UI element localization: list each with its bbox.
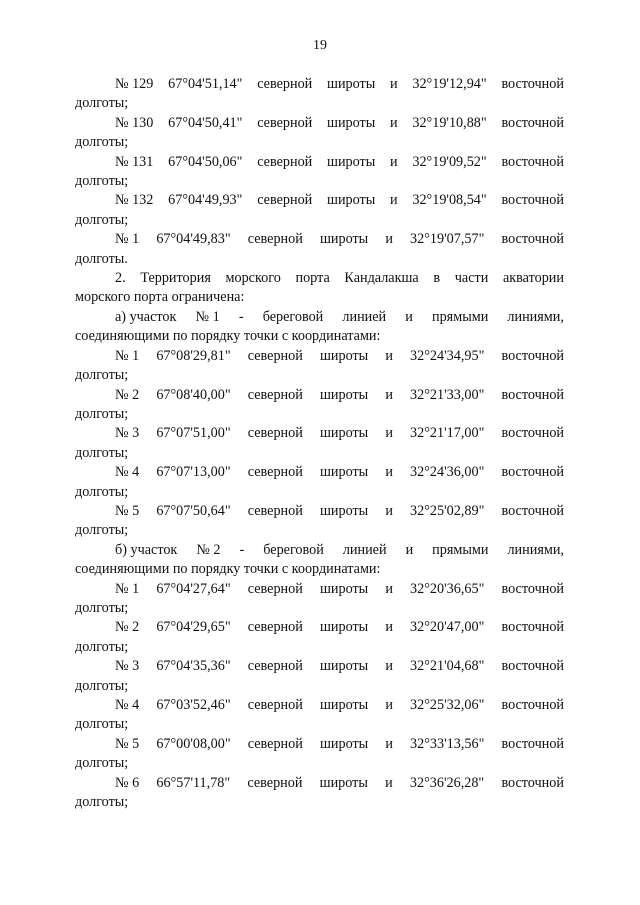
- coordinate-row: [75, 75, 564, 94]
- point-number: № 5: [115, 502, 140, 519]
- latitude-word: широты: [319, 580, 369, 597]
- latitude-word: широты: [319, 619, 369, 636]
- coordinate-row: [75, 153, 564, 172]
- point-number: № 3: [115, 658, 140, 675]
- point-number: № 2: [115, 386, 140, 403]
- latitude-word: северной: [257, 114, 313, 131]
- section-a-word: а) участок: [115, 308, 177, 325]
- longitude-word-continuation: долготы;: [75, 367, 129, 384]
- coordinate-list-block1: [75, 75, 564, 269]
- longitude-value: 32°25'32,06": [410, 697, 485, 713]
- longitude-word-continuation: долготы;: [75, 522, 129, 539]
- latitude-value: 67°04'35,36": [156, 658, 231, 675]
- latitude-value: 67°00'08,00": [156, 735, 231, 752]
- coordinate-list-section-a: [75, 347, 564, 541]
- latitude-value: 67°04'50,41": [168, 114, 243, 131]
- longitude-word: восточной: [501, 347, 564, 364]
- conjunction: и: [385, 697, 393, 713]
- latitude-value: 67°04'29,65": [156, 619, 231, 636]
- coordinate-row: [75, 424, 564, 443]
- conjunction: и: [385, 619, 393, 636]
- section-a-word: линиями,: [507, 308, 564, 325]
- point-number: № 2: [115, 619, 140, 636]
- section-b-line2: соединяющими по порядку точки с координатами:: [75, 561, 381, 578]
- latitude-word: широты: [319, 464, 369, 481]
- longitude-value: 32°36'26,28": [409, 774, 485, 791]
- section-a-word: -: [238, 308, 244, 325]
- coordinate-row: [75, 230, 564, 249]
- section-b-word: № 2: [196, 541, 221, 558]
- latitude-value: 67°04'51,14": [168, 76, 243, 92]
- point-number: № 3: [115, 425, 140, 442]
- longitude-word-continuation: долготы;: [75, 716, 129, 733]
- longitude-value: 32°20'47,00": [410, 619, 485, 636]
- latitude-value: 67°04'49,83": [156, 231, 231, 248]
- section-b-word: б) участок: [115, 541, 178, 558]
- section-b-word: и: [405, 541, 414, 558]
- coordinate-row: [75, 735, 564, 754]
- conjunction: и: [390, 192, 398, 209]
- longitude-word-continuation: долготы;: [75, 599, 129, 616]
- longitude-word: восточной: [501, 192, 564, 209]
- longitude-value: 32°21'33,00": [410, 386, 485, 403]
- latitude-word: северной: [247, 425, 303, 442]
- latitude-word: широты: [319, 386, 369, 403]
- longitude-word-continuation: долготы;: [75, 211, 129, 228]
- coordinate-row: [75, 191, 564, 210]
- paragraph-2-line1: 2. Территория морского порта Кандалакша в части акватории: [115, 270, 564, 287]
- latitude-word: северной: [257, 192, 313, 209]
- coordinate-row: [75, 657, 564, 676]
- latitude-word: широты: [319, 425, 369, 442]
- section-b-word: прямыми: [432, 541, 489, 558]
- conjunction: и: [385, 658, 393, 675]
- point-number: № 130: [115, 114, 154, 131]
- longitude-word: восточной: [501, 697, 564, 713]
- section-b-word: линией: [342, 541, 387, 558]
- longitude-word: восточной: [501, 153, 564, 170]
- longitude-value: 32°19'12,94": [412, 76, 487, 92]
- section-a-word: и: [405, 308, 413, 325]
- coordinate-row: [75, 774, 564, 793]
- latitude-word: широты: [319, 231, 369, 248]
- latitude-word: северной: [247, 735, 303, 752]
- latitude-word: широты: [327, 153, 376, 170]
- coordinate-row: [75, 618, 564, 637]
- latitude-word: широты: [319, 502, 369, 519]
- latitude-word: широты: [319, 697, 369, 713]
- section-b-word: -: [239, 541, 245, 558]
- latitude-word: широты: [327, 114, 376, 131]
- point-number: № 5: [115, 735, 140, 752]
- coordinate-row: [75, 463, 564, 482]
- conjunction: и: [385, 386, 393, 403]
- longitude-word: восточной: [501, 658, 564, 675]
- section-b-word: береговой: [263, 541, 324, 558]
- longitude-value: 32°21'04,68": [410, 658, 485, 675]
- conjunction: и: [385, 347, 393, 364]
- point-number: № 4: [115, 464, 140, 481]
- longitude-value: 32°33'13,56": [410, 735, 485, 752]
- conjunction: и: [385, 735, 393, 752]
- point-number: № 6: [115, 774, 140, 791]
- latitude-word: широты: [319, 658, 369, 675]
- longitude-word: восточной: [501, 231, 564, 248]
- longitude-word: восточной: [501, 502, 564, 519]
- section-a-heading: [75, 308, 564, 327]
- longitude-value: 32°24'36,00": [410, 464, 485, 481]
- section-a-word: прямыми: [432, 308, 489, 325]
- latitude-word: северной: [247, 697, 303, 713]
- longitude-value: 32°21'17,00": [410, 425, 485, 442]
- latitude-value: 67°04'50,06": [168, 153, 243, 170]
- latitude-word: северной: [247, 774, 303, 791]
- conjunction: и: [385, 464, 393, 481]
- latitude-word: северной: [247, 464, 303, 481]
- longitude-value: 32°24'34,95": [410, 347, 485, 364]
- coordinate-row: [75, 114, 564, 133]
- conjunction: и: [385, 231, 393, 248]
- section-a-line2: соединяющими по порядку точки с координатами:: [75, 328, 381, 345]
- longitude-word-continuation: долготы;: [75, 483, 129, 500]
- section-b-heading: [75, 541, 564, 560]
- conjunction: и: [385, 502, 393, 519]
- point-number: № 132: [115, 192, 154, 209]
- longitude-word-continuation: долготы;: [75, 677, 129, 694]
- conjunction: и: [390, 76, 398, 92]
- longitude-value: 32°19'09,52": [412, 153, 487, 170]
- conjunction: и: [385, 774, 393, 791]
- longitude-word: восточной: [501, 774, 564, 791]
- latitude-word: северной: [247, 658, 303, 675]
- longitude-value: 32°19'07,57": [410, 231, 485, 248]
- longitude-word: восточной: [501, 425, 564, 442]
- longitude-word: восточной: [501, 114, 564, 131]
- longitude-word-continuation: долготы;: [75, 444, 129, 461]
- latitude-word: северной: [247, 619, 303, 636]
- coordinate-row: [75, 386, 564, 405]
- longitude-word: восточной: [501, 735, 564, 752]
- latitude-word: северной: [257, 153, 313, 170]
- section-a-word: береговой: [262, 308, 324, 325]
- latitude-value: 66°57'11,78": [156, 774, 231, 791]
- latitude-value: 67°08'40,00": [156, 386, 231, 403]
- longitude-word-continuation: долготы;: [75, 134, 129, 151]
- longitude-word: восточной: [501, 580, 564, 597]
- coordinate-row: [75, 347, 564, 366]
- latitude-word: широты: [319, 347, 369, 364]
- latitude-word: широты: [327, 76, 376, 92]
- latitude-value: 67°04'27,64": [156, 580, 231, 597]
- latitude-word: северной: [247, 502, 303, 519]
- page-number: 19: [313, 38, 327, 53]
- latitude-value: 67°07'51,00": [156, 425, 231, 442]
- latitude-value: 67°04'49,93": [168, 192, 243, 209]
- section-a-word: линией: [342, 308, 387, 325]
- paragraph-2-line2: морского порта ограничена:: [75, 289, 245, 306]
- conjunction: и: [390, 114, 398, 131]
- longitude-word-continuation: долготы;: [75, 405, 129, 422]
- point-number: № 1: [115, 347, 140, 364]
- section-a-word: № 1: [195, 308, 220, 325]
- longitude-word-continuation: долготы.: [75, 250, 128, 267]
- coordinate-row: [75, 696, 564, 715]
- latitude-word: северной: [247, 347, 303, 364]
- latitude-word: широты: [327, 192, 376, 209]
- latitude-value: 67°07'13,00": [156, 464, 231, 481]
- coordinate-list-section-b: [75, 580, 564, 813]
- latitude-word: северной: [247, 386, 303, 403]
- longitude-value: 32°25'02,89": [410, 502, 485, 519]
- conjunction: и: [390, 153, 398, 170]
- longitude-value: 32°19'10,88": [412, 114, 487, 131]
- latitude-word: северной: [257, 76, 313, 92]
- latitude-value: 67°08'29,81": [156, 347, 231, 364]
- longitude-word-continuation: долготы;: [75, 638, 129, 655]
- point-number: № 1: [115, 580, 140, 597]
- latitude-word: северной: [247, 231, 303, 248]
- latitude-value: 67°03'52,46": [156, 697, 231, 713]
- point-number: № 129: [115, 76, 154, 92]
- coordinate-row: [75, 580, 564, 599]
- document-body: [75, 75, 564, 812]
- longitude-word: восточной: [501, 76, 564, 92]
- latitude-word: северной: [247, 580, 303, 597]
- longitude-word: восточной: [501, 386, 564, 403]
- coordinate-row: [75, 502, 564, 521]
- latitude-word: широты: [319, 735, 369, 752]
- longitude-word-continuation: долготы;: [75, 95, 129, 112]
- latitude-word: широты: [319, 774, 368, 791]
- longitude-value: 32°19'08,54": [412, 192, 487, 209]
- point-number: № 4: [115, 697, 140, 713]
- point-number: № 1: [115, 231, 140, 248]
- point-number: № 131: [115, 153, 154, 170]
- longitude-value: 32°20'36,65": [410, 580, 485, 597]
- longitude-word-continuation: долготы;: [75, 755, 129, 772]
- longitude-word-continuation: долготы;: [75, 794, 129, 811]
- conjunction: и: [385, 425, 393, 442]
- longitude-word: восточной: [501, 464, 564, 481]
- longitude-word: восточной: [501, 619, 564, 636]
- conjunction: и: [385, 580, 393, 597]
- section-b-word: линиями,: [507, 541, 564, 558]
- longitude-word-continuation: долготы;: [75, 173, 129, 190]
- latitude-value: 67°07'50,64": [156, 502, 231, 519]
